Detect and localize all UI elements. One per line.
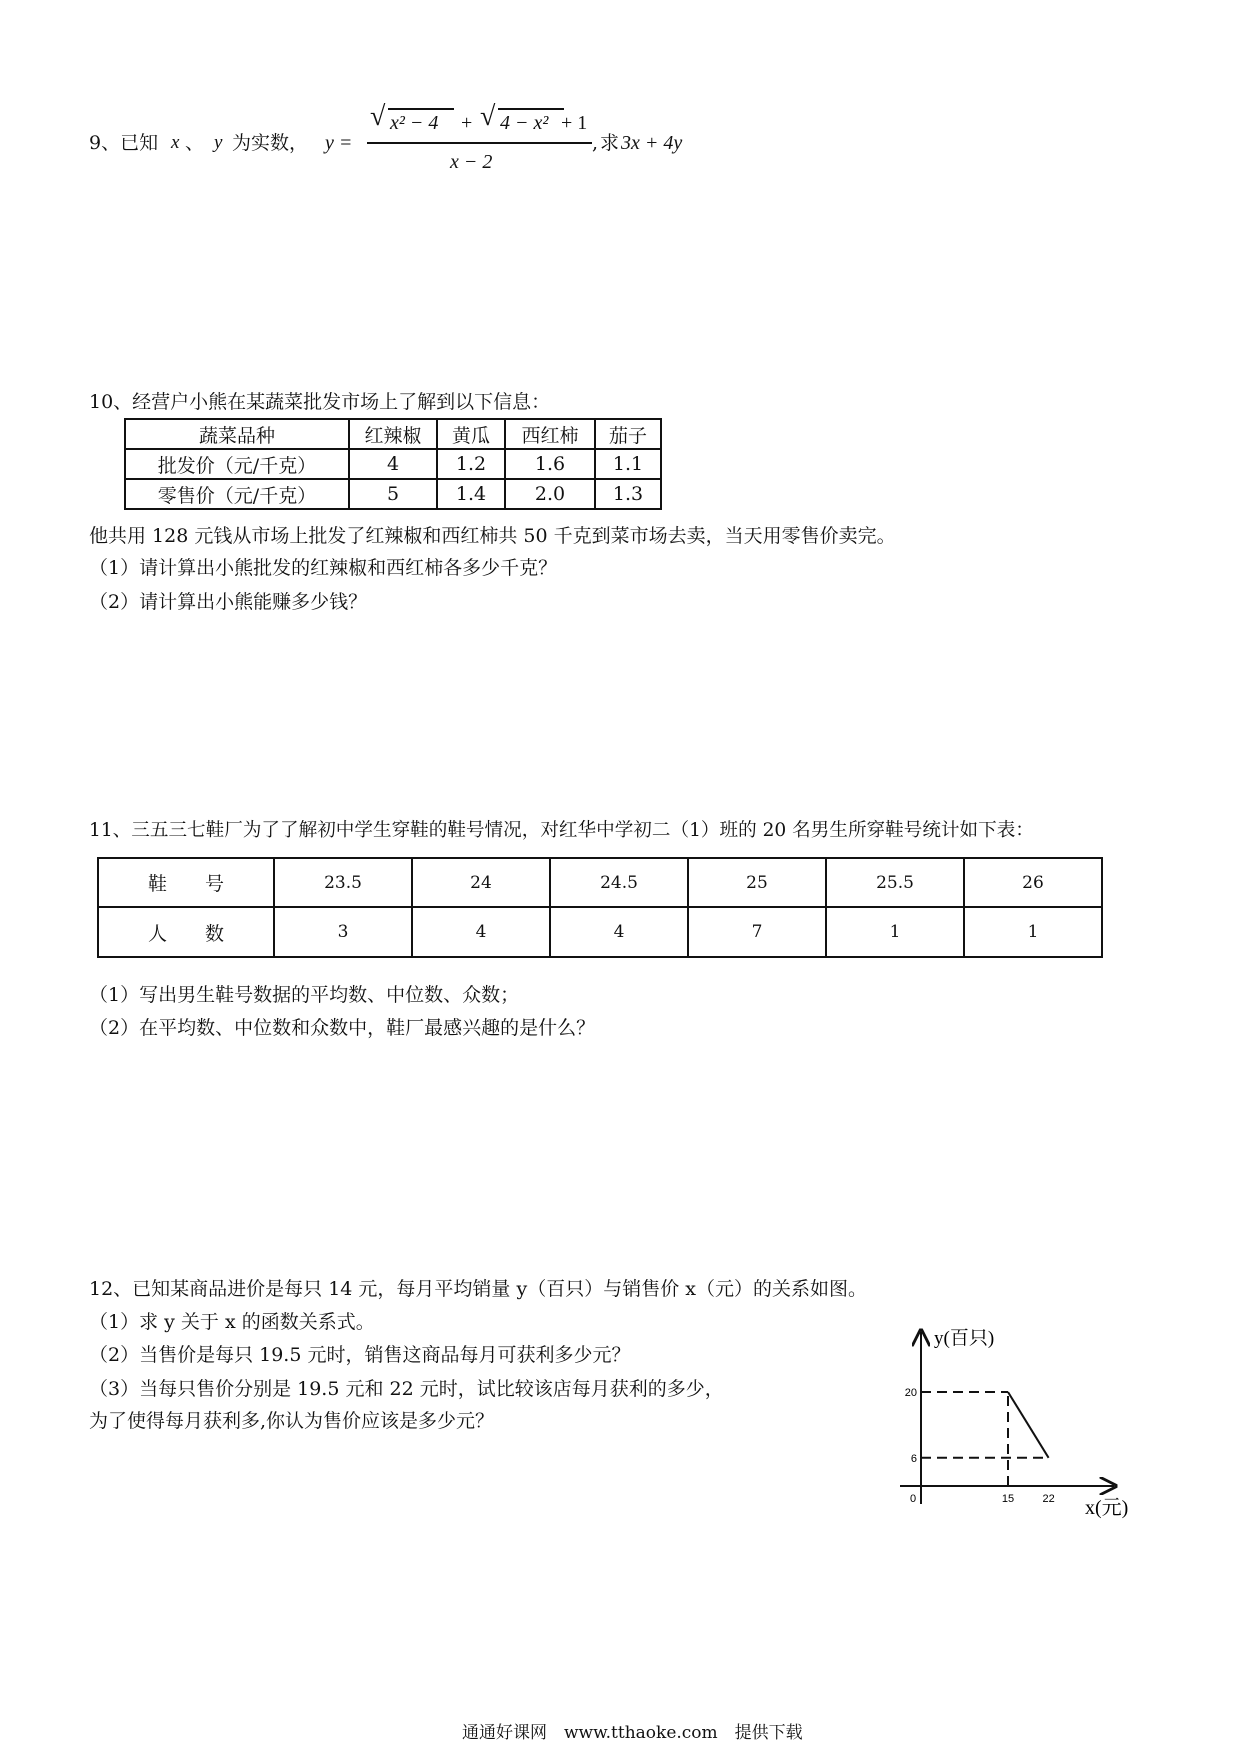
table-cell: 1.3 bbox=[595, 479, 661, 509]
table-cell: 7 bbox=[688, 907, 826, 957]
table-cell: 23.5 bbox=[274, 858, 412, 907]
table-cell: 2.0 bbox=[505, 479, 595, 509]
table-header-cell: 鞋 号 bbox=[98, 858, 274, 907]
x-tick-label: 22 bbox=[1042, 1493, 1055, 1505]
q11-sub1: （1）写出男生鞋号数据的平均数、中位数、众数； bbox=[89, 984, 520, 1006]
tick-labels bbox=[905, 1387, 1055, 1505]
y-tick-label: 6 bbox=[910, 1452, 917, 1465]
q11-intro: 11、三五三七鞋厂为了了解初中学生穿鞋的鞋号情况，对红华中学初二（1）班的 20 名男生所穿鞋号统计如下表： bbox=[89, 820, 1034, 841]
page-footer: 通通好课网 www.tthaoke.com 提供下载 bbox=[462, 1723, 803, 1743]
q9-var-x: x bbox=[171, 132, 180, 153]
q9-target: 3x + 4y bbox=[621, 132, 683, 154]
q12-sub1: （1）求 y 关于 x 的函数关系式。 bbox=[89, 1311, 375, 1333]
q9-plus-1: + bbox=[461, 112, 473, 134]
series-line bbox=[1008, 1392, 1049, 1458]
table-cell: 1.2 bbox=[437, 449, 505, 479]
q12-sub3-cont: 为了使得每月获利多,你认为售价应该是多少元？ bbox=[89, 1410, 495, 1432]
table-cell: 1.6 bbox=[505, 449, 595, 479]
table-cell: 1.4 bbox=[437, 479, 505, 509]
guide-lines bbox=[921, 1392, 1049, 1486]
table-row bbox=[98, 858, 1102, 907]
table-cell: 4 bbox=[412, 907, 550, 957]
table-header-cell: 红辣椒 bbox=[349, 419, 437, 449]
q9-ask: 求 bbox=[600, 132, 620, 154]
table-cell: 零售价（元/千克） bbox=[125, 479, 349, 509]
x-tick-label: 0 bbox=[909, 1493, 917, 1505]
q9-var-y: y bbox=[214, 132, 223, 153]
table-cell: 5 bbox=[349, 479, 437, 509]
x-axis-label: x(元) bbox=[1085, 1497, 1129, 1519]
table-cell: 1 bbox=[826, 907, 964, 957]
table-row bbox=[125, 479, 661, 509]
table-cell: 1.1 bbox=[595, 449, 661, 479]
y-axis-label: y(百只) bbox=[934, 1328, 995, 1349]
x-tick-label: 15 bbox=[1001, 1493, 1015, 1505]
data-series bbox=[1008, 1392, 1049, 1458]
table-cell: 3 bbox=[274, 907, 412, 957]
table-cell: 24 bbox=[412, 858, 550, 907]
q9-denominator: x − 2 bbox=[450, 151, 493, 173]
table-cell: 24.5 bbox=[550, 858, 688, 907]
q9-radicand-1: x² − 4 bbox=[390, 112, 439, 134]
q11-sub2: （2）在平均数、中位数和众数中，鞋厂最感兴趣的是什么？ bbox=[89, 1017, 596, 1039]
q9-lhs: y = bbox=[325, 132, 353, 154]
y-tick-label: 20 bbox=[904, 1387, 917, 1399]
vegetable-price-table bbox=[124, 418, 662, 510]
q10-sub1: （1）请计算出小熊批发的红辣椒和西红柿各多少千克？ bbox=[89, 557, 558, 579]
table-cell: 4 bbox=[550, 907, 688, 957]
q12-intro: 12、已知某商品进价是每只 14 元，每月平均销量 y（百只）与销售价 x（元）的关系如图。 bbox=[89, 1278, 867, 1300]
q9-sqrt-bar-1 bbox=[388, 108, 454, 110]
table-row bbox=[125, 449, 661, 479]
q10-sub2: （2）请计算出小熊能赚多少钱？ bbox=[89, 591, 368, 613]
q9-fraction-bar bbox=[367, 142, 592, 144]
table-header-cell: 茄子 bbox=[595, 419, 661, 449]
q12-sub3: （3）当每只售价分别是 19.5 元和 22 元时，试比较该店每月获利的多少， bbox=[89, 1378, 724, 1400]
q9-plus-one: + 1 bbox=[561, 112, 588, 134]
q9-radicand-2: 4 − x² bbox=[500, 112, 549, 134]
q10-intro: 10、经营户小熊在某蔬菜批发市场上了解到以下信息： bbox=[89, 391, 551, 413]
q10-statement: 他共用 128 元钱从市场上批发了红辣椒和西红柿共 50 千克到菜市场去卖，当天用零售价卖完。 bbox=[89, 525, 896, 547]
q9-sep: 、 bbox=[185, 132, 205, 154]
price-sales-graph bbox=[880, 1300, 1150, 1530]
q9-comma: , bbox=[592, 132, 599, 154]
table-header-cell: 黄瓜 bbox=[437, 419, 505, 449]
table-header-cell: 蔬菜品种 bbox=[125, 419, 349, 449]
q12-sub2: （2）当售价是每只 19.5 元时，销售这商品每月可获利多少元？ bbox=[89, 1344, 631, 1366]
q9-sqrt-symbol-1: √ bbox=[370, 101, 386, 132]
q9-prefix: 9、已知 bbox=[89, 132, 159, 154]
q9-sqrt-symbol-2: √ bbox=[480, 101, 496, 132]
table-cell: 4 bbox=[349, 449, 437, 479]
table-header-cell: 人 数 bbox=[98, 907, 274, 957]
q9-mid: 为实数， bbox=[232, 132, 309, 154]
table-cell: 25.5 bbox=[826, 858, 964, 907]
q9-sqrt-bar-2 bbox=[498, 108, 564, 110]
table-cell: 26 bbox=[964, 858, 1102, 907]
table-cell: 批发价（元/千克） bbox=[125, 449, 349, 479]
table-row bbox=[98, 907, 1102, 957]
table-row bbox=[125, 419, 661, 449]
table-header-cell: 西红柿 bbox=[505, 419, 595, 449]
table-cell: 25 bbox=[688, 858, 826, 907]
shoe-size-table bbox=[97, 857, 1103, 958]
table-cell: 1 bbox=[964, 907, 1102, 957]
